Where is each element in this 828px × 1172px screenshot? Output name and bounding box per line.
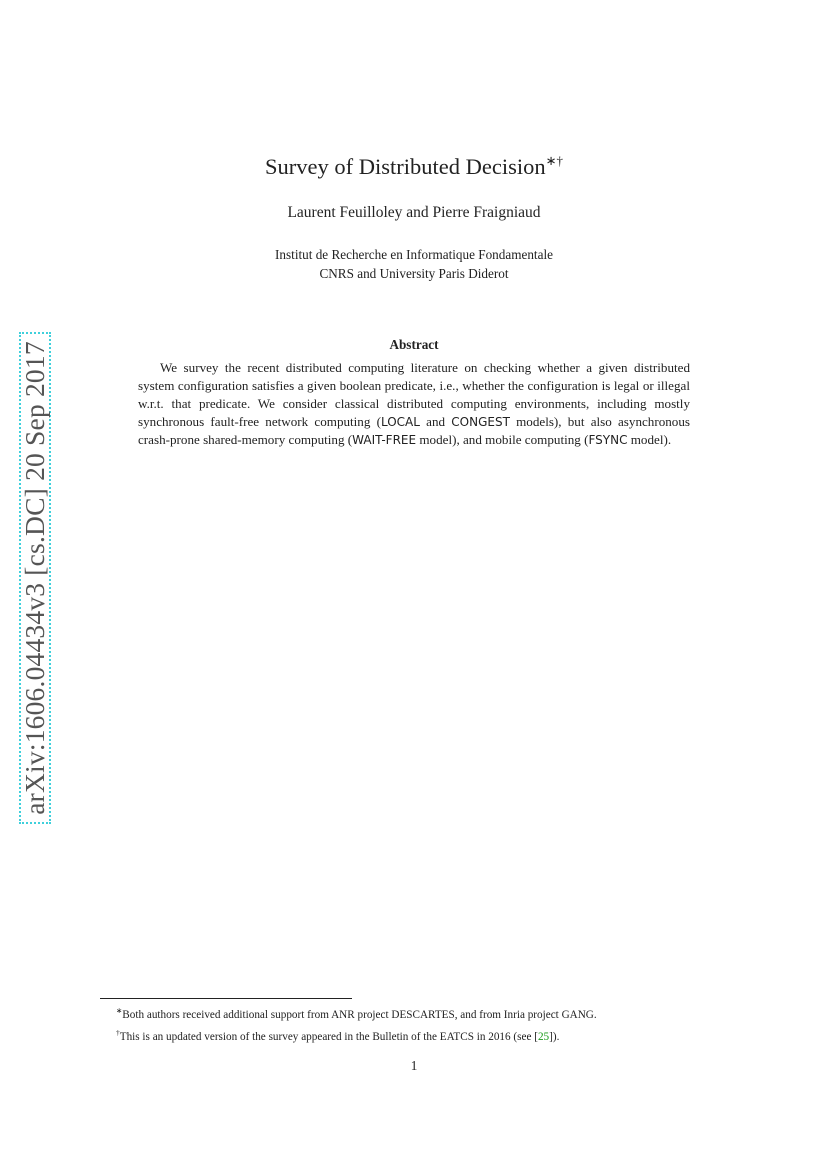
abstract-text-3: model), and mobile computing (	[416, 432, 589, 447]
footnotes	[100, 1002, 740, 1046]
authors: Laurent Feuilloley and Pierre Fraigniaud	[287, 204, 541, 221]
abstract-text-1: We survey the recent distributed computing literature on checking whether a given distributed system configuration satisfies a given boolean predicate, i.e., whether the configuration is legal or illegal w.r.t. that predicate. We consider classical distributed computing environments, including mostly synchronous fault-free network computing (	[138, 360, 690, 429]
footnote-1	[100, 1002, 740, 1024]
citation-link[interactable]: 25	[537, 1031, 550, 1043]
affiliation-line-1: Institut de Recherche en Informatique Fondamentale	[275, 247, 553, 262]
footnote-1-mark: ∗	[116, 1006, 123, 1015]
page-number: 1	[410, 1058, 418, 1073]
abstract-text-2: models), but also asynchronous crash-prone shared-memory computing (	[138, 414, 690, 447]
paper-title	[0, 153, 828, 180]
footnote-2-mark: †	[116, 1028, 120, 1037]
affiliation	[0, 245, 828, 283]
footnote-rule	[100, 998, 352, 999]
abstract-text-4: model).	[627, 432, 672, 447]
abstract-heading: Abstract	[389, 337, 439, 352]
abstract-paragraph	[138, 359, 690, 449]
model-wait-free: WAIT-FREE	[352, 433, 417, 447]
footnote-2	[100, 1024, 740, 1046]
title-footnote-marks: ∗†	[545, 153, 563, 168]
footnote-2-end: ]).	[549, 1031, 560, 1043]
affiliation-line-2: CNRS and University Paris Diderot	[319, 266, 509, 281]
abstract-text-and: and	[419, 414, 452, 429]
abstract-body	[138, 359, 690, 449]
model-local: LOCAL	[380, 415, 420, 429]
model-fsync: FSYNC	[588, 433, 628, 447]
footnote-1-text: Both authors received additional support from ANR project DESCARTES, and from Inria project GANG.	[122, 1009, 597, 1021]
model-congest: CONGEST	[451, 415, 510, 429]
arxiv-identifier[interactable]: arXiv:1606.04434v3 [cs.DC] 20 Sep 2017	[19, 341, 50, 815]
footnote-2-text: This is an updated version of the survey appeared in the Bulletin of the EATCS in 2016 (see [	[119, 1031, 538, 1043]
title-text: Survey of Distributed Decision	[265, 154, 546, 179]
